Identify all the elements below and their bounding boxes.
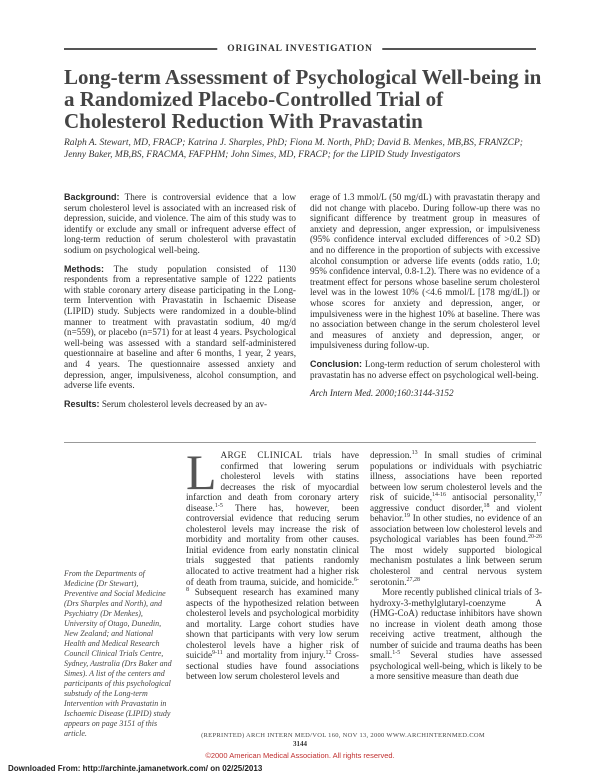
body-column-1 bbox=[186, 444, 360, 682]
section-banner bbox=[64, 42, 536, 56]
banner-label: ORIGINAL INVESTIGATION bbox=[217, 42, 382, 56]
body-text: More recently published clinical trials of 3-hydroxy-3-methylglutaryl-coenzyme A (HMG-CoA) reductase inhibitors have shown no increase in violent death among those receiving active treatment, although the number of suicide and trauma deaths has been small. bbox=[370, 587, 542, 661]
abstract-results-start bbox=[64, 399, 296, 410]
abstract-conclusion bbox=[310, 359, 540, 380]
page-number: 3144 bbox=[293, 740, 307, 748]
abstract-right-column bbox=[310, 192, 540, 407]
abstract-divider bbox=[64, 442, 536, 443]
body-text: and violent behavior. bbox=[370, 502, 542, 524]
results-heading: Results: bbox=[64, 398, 100, 409]
body-text: and mortality from injury. bbox=[222, 650, 326, 661]
author-list: Ralph A. Stewart, MD, FRACP; Katrina J. Sharples, PhD; Fiona M. North, PhD; David B. Menkes, MB,BS, FRANZCP; Jenny Baker, MB,BS, FRACMA, FAFPHM; John Simes, MD, FRACP; for the LIPID Study Investigators bbox=[64, 138, 523, 160]
body-text: The most widely supported biological mechanism postulates a link between serum cholesterol and central nervous system serotonin. bbox=[370, 544, 542, 587]
reference: 13 bbox=[411, 449, 418, 456]
reference: 6-8 bbox=[186, 576, 359, 594]
conclusion-text: Long-term reduction of serum cholesterol with pravastatin has no adverse effect on psychological well-being. bbox=[310, 358, 541, 380]
reference: 19 bbox=[403, 513, 410, 520]
abstract-background bbox=[64, 192, 296, 256]
reference: 20-26 bbox=[528, 534, 542, 541]
body-text: trials have confirmed that lowering serum cholesterol levels with statins decreases the risk of myocardial infarction and death from coronary artery disease. bbox=[186, 450, 360, 513]
intro-paragraph bbox=[186, 444, 360, 682]
body-text: Subsequent research has examined many aspects of the hypothesized relation between cholesterol levels and psychological morbidity and mortality. Large cohort studies have shown that participants with very low serum cholesterol levels have a higher risk of suicide bbox=[186, 587, 359, 661]
copyright-notice: ©2000 American Medical Association. All rights reserved. bbox=[205, 751, 395, 760]
results-text-start: Serum cholesterol levels decreased by an av- bbox=[101, 398, 268, 409]
download-notice: Downloaded From: http://archinte.jamanetwork.com/ on 02/25/2013 bbox=[8, 764, 263, 773]
citation: Arch Intern Med. 2000;160:3144-3152 bbox=[310, 388, 454, 399]
abstract-methods bbox=[64, 264, 296, 391]
running-footer: (REPRINTED) ARCH INTERN MED/VOL 160, NOV 13, 2000 WWW.ARCHINTERNMED.COM bbox=[201, 732, 485, 739]
reference: 27,28 bbox=[406, 576, 420, 583]
body-text: depression. bbox=[370, 450, 412, 460]
reference: 1-5 bbox=[392, 650, 401, 657]
body-paragraph bbox=[370, 587, 542, 682]
body-text: antisocial personality, bbox=[446, 492, 536, 503]
body-text: Several studies have assessed psychological well-being, which is likely to be a more sensitive measure than death due bbox=[370, 650, 542, 682]
body-column-2 bbox=[370, 450, 542, 682]
background-heading: Background: bbox=[64, 192, 120, 202]
reference: 9-11 bbox=[212, 650, 223, 657]
body-text: There has, however, been controversial evidence that reducing serum cholesterol levels may increase the risk of morbidity and mortality from other causes. Initial evidence from early nonstatin clinical trials suggested that patients randomly allocated to active treatment had a higher risk of death from trauma, suicide, and homicide. bbox=[186, 502, 359, 587]
lead-in: ARGE CLINICAL bbox=[220, 450, 303, 460]
abstract-left-column bbox=[64, 192, 296, 417]
body-text: Cross-sectional studies have found associations between low serum cholesterol levels and bbox=[186, 650, 359, 682]
body-paragraph bbox=[370, 450, 542, 587]
background-text: There is controversial evidence that a low serum cholesterol level is associated with an increased risk of depression, suicide, and violence. The aim of this study was to identify or exclude any small or infrequent adverse effect of long-term reduction of serum cholesterol with pravastatin sodium on psychological well-being. bbox=[64, 192, 296, 255]
article-title: Long-term Assessment of Psychological Well-being in a Randomized Placebo-Controlled Trial of Cholesterol Reduction With Pravastatin bbox=[64, 65, 542, 133]
drop-cap: L bbox=[186, 444, 217, 500]
body-text: aggressive conduct disorder, bbox=[370, 502, 484, 513]
conclusion-heading: Conclusion: bbox=[310, 358, 362, 369]
methods-text: The study population consisted of 1130 respondents from a representative sample of 1222 patients with stable coronary artery disease participating in the Long-term Intervention with Pravastatin in Ischaemic Disease (LIPID) study. Subjects were randomized in a double-blind manner to treatment with pravastatin sodium, 40 mg/d (n=559), or placebo (n=571) for at least 4 years. Psychological well-being was assessed with a standard self-administered questionnaire at baseline and after 6 months, 1 year, 2 years, and 4 years. The questionnaire assessed anxiety and depression, anger, impulsiveness, alcohol consumption, and adverse life events. bbox=[64, 263, 296, 391]
results-text-continued: erage of 1.3 mmol/L (50 mg/dL) with pravastatin therapy and did not change with placebo. During follow-up there was no significant difference by treatment group in measures of anxiety and depression, anger expression, or impulsiveness (95% confidence interval excluded differences of >0.2 SD) and no difference in the proportion of subjects with excessive alcohol consumption or adverse life events (odds ratio, 1.0; 95% confidence interval, 0.8-1.2). There was no evidence of a treatment effect for persons whose baseline serum cholesterol level was in the lowest 10% (<4.6 mmol/L [178 mg/dL]) or whose scores for anxiety and depression, anger, or impulsiveness were in the highest 10% at baseline. There was no association between change in the serum cholesterol level and measures of anxiety and depression, anger, or impulsiveness during follow-up. bbox=[310, 192, 540, 351]
affiliations-sidebar: From the Departments of Medicine (Dr Stewart), Preventive and Social Medicine (Drs Sharples and North), and Psychiatry (Dr Menkes), University of Otago, Dunedin, New Zealand; and National Health and Medical Research Council Clinical Trials Centre, Sydney, Australia (Drs Baker and Simes). A list of the centers and participants of this psychological substudy of the Long-term Intervention with Pravastatin in Ischaemic Disease (LIPID) study appears on page 3151 of this article. bbox=[64, 569, 172, 738]
body-text: In small studies of criminal populations or individuals with psychiatric illness, associations have been reported between low serum cholesterol levels and the risk of suicide, bbox=[370, 450, 542, 503]
reference: 18 bbox=[483, 502, 490, 509]
reference: 1-5 bbox=[214, 502, 223, 509]
reference: 17 bbox=[536, 492, 542, 499]
methods-heading: Methods: bbox=[64, 263, 104, 274]
reference: 12 bbox=[325, 650, 332, 657]
body-text: In other studies, no evidence of an association between low cholesterol levels and psychological variables has been found. bbox=[370, 513, 542, 545]
reference: 14-16 bbox=[432, 492, 447, 499]
